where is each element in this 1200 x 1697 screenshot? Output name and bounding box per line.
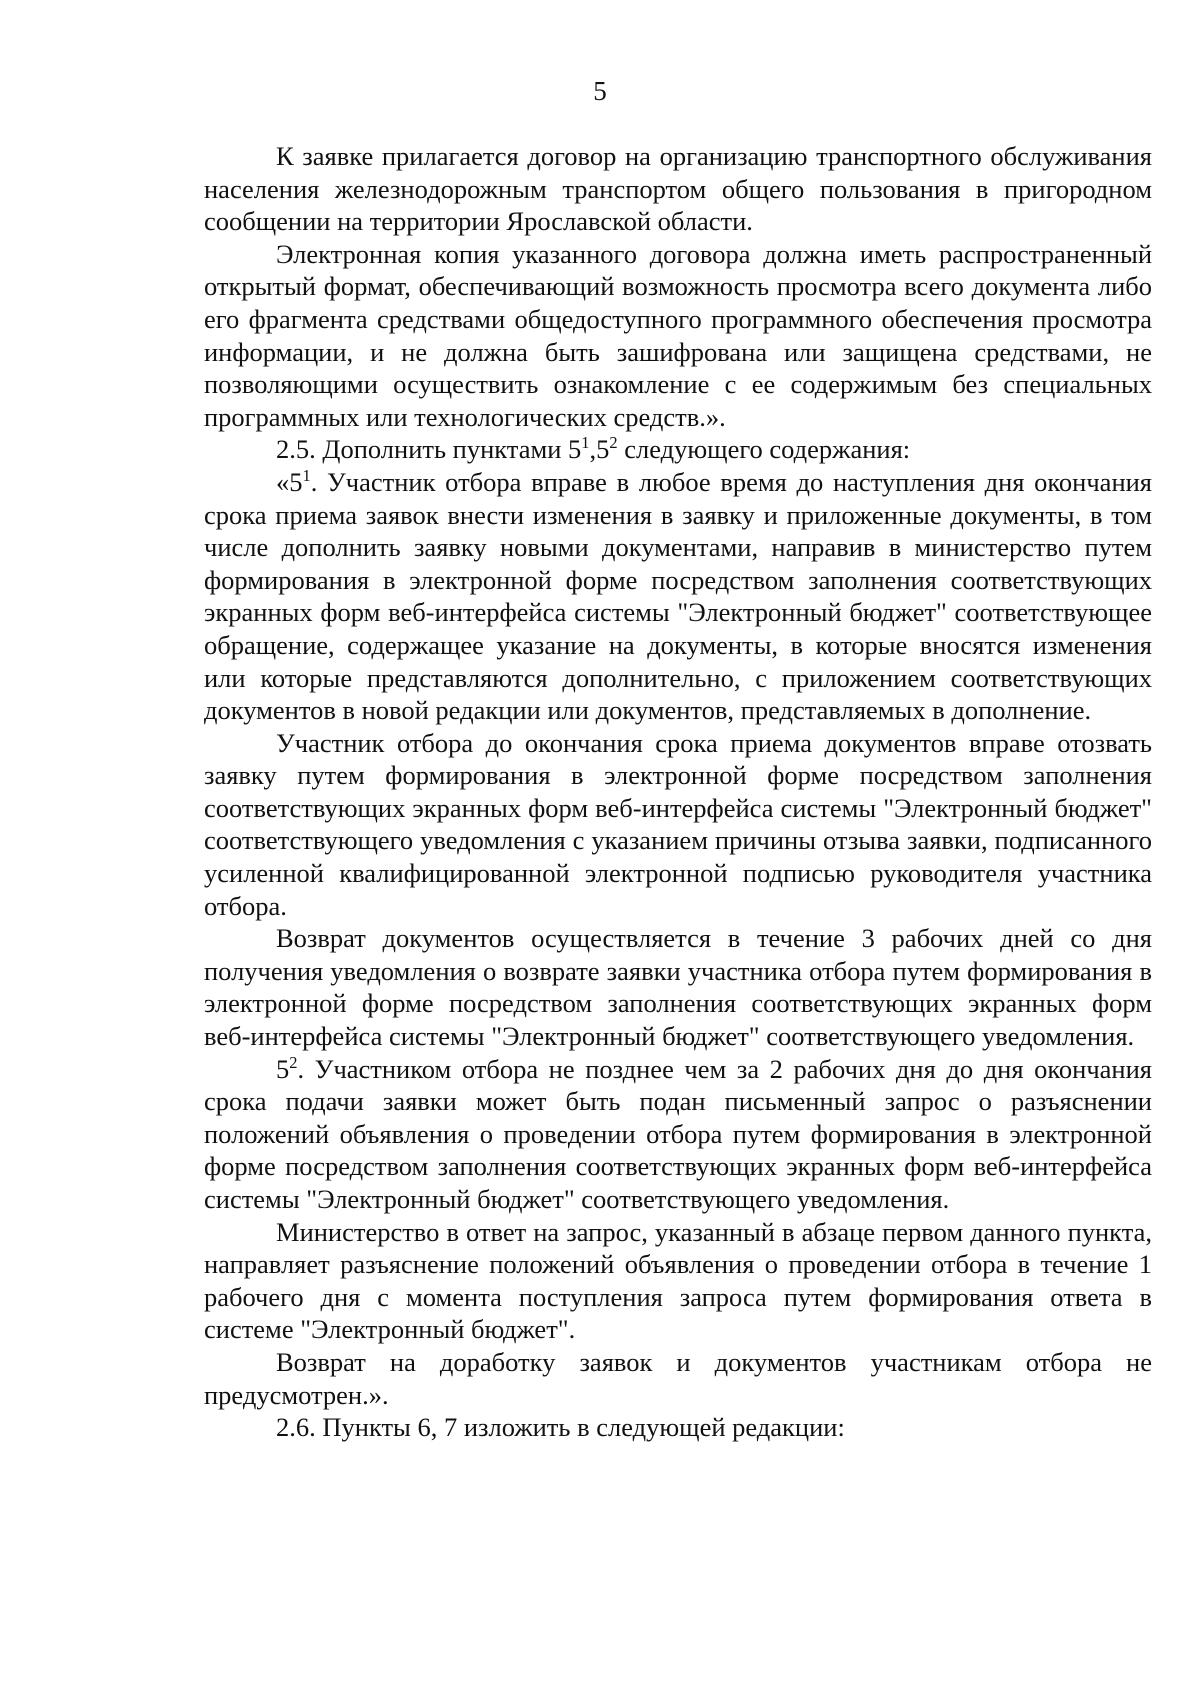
paragraph-clause-5-2 xyxy=(204,1053,1152,1216)
superscript: 2 xyxy=(289,1052,298,1072)
paragraph-attachment xyxy=(204,140,1152,238)
paragraph-text: Министерство в ответ на запрос, указанный в абзаце первом данного пункта, направляет разъяснение положений объявления о проведении отбора в течение 1 рабочего дня с момента поступления запроса путем формирования ответа в системе "Электронный бюджет". xyxy=(204,1216,1152,1345)
superscript: 1 xyxy=(581,433,590,453)
paragraph-text: следующего содержания: xyxy=(617,434,911,465)
paragraph-text: . Участник отбора вправе в любое время до наступления дня окончания срока приема заявок внести изменения в заявку и приложенные документы, в том числе дополнить заявку новыми документами, направив в министерство путем формирования в электронной форме посредством заполнения соответствующих экранных форм веб-интерфейса системы "Электронный бюджет" соответствующее обращение, содержащее указание на документы, в которые вносятся изменения или которые представляются дополнительно, с приложением соответствующих документов в новой редакции или документов, представляемых в дополнение. xyxy=(204,466,1152,726)
paragraph-ministry-response xyxy=(204,1216,1152,1346)
paragraph-clause-2-6 xyxy=(204,1411,1152,1444)
paragraph-text: 2.6. Пункты 6, 7 изложить в следующей редакции: xyxy=(276,1412,845,1443)
paragraph-text: 5 xyxy=(276,1053,290,1084)
paragraph-text: 2.5. Дополнить пунктами 5 xyxy=(276,434,582,465)
paragraph-text: Возврат документов осуществляется в течение 3 рабочих дней со дня получения уведомления о возврате заявки участника отбора путем формирования в электронной форме посредством заполнения соответствующих экранных форм веб-интерфейса системы "Электронный бюджет" соответствующего уведомления. xyxy=(204,923,1152,1052)
paragraph-text: ,5 xyxy=(589,434,610,465)
page-number: 5 xyxy=(593,76,607,106)
paragraph-text: Электронная копия указанного договора должна иметь распространенный открытый формат, обеспечивающий возможность просмотра всего документа либо его фрагмента средствами общедоступного программного обеспечения просмотра информации, и не должна быть зашифрована или защищена средствами, не позволяющими осуществить ознакомление с ее содержимым без специальных программных или технологических средств.». xyxy=(204,238,1152,432)
paragraph-clause-2-5 xyxy=(204,433,1152,466)
superscript: 2 xyxy=(609,433,618,453)
paragraph-electronic-copy xyxy=(204,238,1152,434)
document-body xyxy=(204,140,1152,1444)
paragraph-clause-5-1 xyxy=(204,466,1152,727)
paragraph-text: . Участником отбора не позднее чем за 2 рабочих дня до дня окончания срока подачи заявки может быть подан письменный запрос о разъяснении положений объявления о проведении отбора путем формирования в электронной форме посредством заполнения соответствующих экранных форм веб-интерфейса системы "Электронный бюджет" соответствующего уведомления. xyxy=(204,1053,1152,1214)
paragraph-text: «5 xyxy=(276,466,303,497)
paragraph-text: Участник отбора до окончания срока приема документов вправе отозвать заявку путем формирования в электронной форме посредством заполнения соответствующих экранных форм веб-интерфейса системы "Электронный бюджет" соответствующего уведомления с указанием причины отзыва заявки, подписанного усиленной квалифицированной электронной подписью руководителя участника отбора. xyxy=(204,727,1152,921)
paragraph-return-documents xyxy=(204,922,1152,1052)
superscript: 1 xyxy=(302,465,311,485)
paragraph-withdraw xyxy=(204,727,1152,923)
paragraph-text: К заявке прилагается договор на организацию транспортного обслуживания населения железнодорожным транспортом общего пользования в пригородном сообщении на территории Ярославской области. xyxy=(204,141,1152,237)
paragraph-no-rework xyxy=(204,1346,1152,1411)
paragraph-text: Возврат на доработку заявок и документов участникам отбора не предусмотрен.». xyxy=(204,1346,1152,1410)
